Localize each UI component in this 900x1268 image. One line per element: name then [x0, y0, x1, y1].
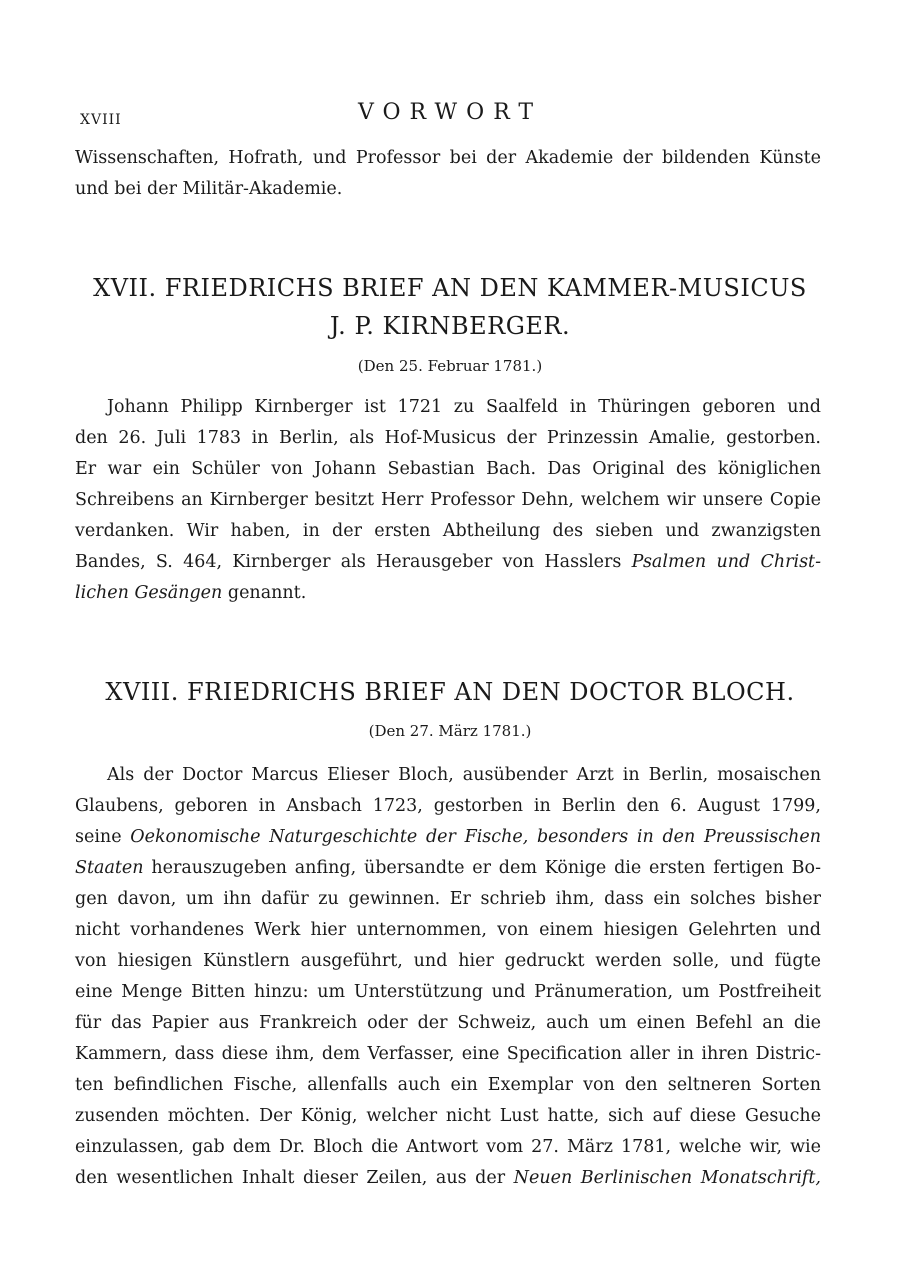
italic-title: Staaten — [75, 858, 144, 878]
section-18-date: (Den 27. März 1781.) — [368, 722, 532, 740]
text-line: den 26. Juli 1783 in Berlin, als Hof-Musicus der Prinzessin Amalie, gestorben. — [75, 428, 821, 448]
text-line — [75, 547, 821, 578]
text-line: Er war ein Schüler von Johann Sebastian Bach. Das Original des königlichen — [75, 459, 821, 479]
text-line: zusenden möchten. Der König, welcher nicht Lust hatte, sich auf diese Gesuche — [75, 1106, 821, 1126]
text-line: Schreibens an Kirnberger besitzt Herr Professor Dehn, welchem wir unsere Copie — [75, 490, 821, 510]
text-line: Kammern, dass diese ihm, dem Verfasser, eine Specification aller in ihren Distric- — [75, 1044, 821, 1064]
text-run: herauszugeben anfing, übersandte er dem Könige die ersten fertigen Bo- — [143, 858, 821, 878]
italic-title: Neuen Berlinischen Monatschrift, — [513, 1168, 821, 1188]
text-line — [75, 822, 821, 853]
text-line: Johann Philipp Kirnberger ist 1721 zu Saalfeld in Thüringen geboren und — [107, 397, 821, 417]
section-18-heading: XVIII. FRIEDRICHS BRIEF AN DEN DOCTOR BLOCH. — [105, 678, 795, 706]
text-line: Wissenschaften, Hofrath, und Professor bei der Akademie der bildenden Künste — [75, 148, 821, 168]
text-line: ten befindlichen Fische, allenfalls auch ein Exemplar von den seltneren Sorten — [75, 1075, 821, 1095]
text-line: Glaubens, geboren in Ansbach 1723, gestorben in Berlin den 6. August 1799, — [75, 796, 821, 816]
text-run: Bandes, S. 464, Kirnberger als Herausgeber von Hasslers — [75, 552, 632, 572]
text-line — [75, 578, 821, 609]
italic-title: lichen Gesängen — [75, 583, 223, 603]
italic-title: Oekonomische Naturgeschichte der Fische, besonders in den Preussischen — [130, 827, 821, 847]
italic-title: Psalmen und Christ- — [631, 552, 821, 572]
text-line: gen davon, um ihn dafür zu gewinnen. Er schrieb ihm, dass ein solches bisher — [75, 889, 821, 909]
text-line — [75, 853, 821, 884]
text-line: Als der Doctor Marcus Elieser Bloch, ausübender Arzt in Berlin, mosaischen — [107, 765, 821, 785]
text-line: einzulassen, gab dem Dr. Bloch die Antwort vom 27. März 1781, welche wir, wie — [75, 1137, 821, 1157]
text-line: für das Papier aus Frankreich oder der Schweiz, auch um einen Befehl an die — [75, 1013, 821, 1033]
text-line: und bei der Militär-Akademie. — [75, 179, 343, 199]
section-18-paragraph — [75, 760, 821, 1194]
text-line: von hiesigen Künstlern ausgeführt, und hier gedruckt werden solle, und fügte — [75, 951, 821, 971]
section-17-date: (Den 25. Februar 1781.) — [357, 357, 543, 375]
section-17-paragraph — [75, 392, 821, 609]
text-line: nicht vorhandenes Werk hier unternommen, von einem hiesigen Gelehrten und — [75, 920, 821, 940]
section-17-heading: XVII. FRIEDRICHS BRIEF AN DEN KAMMER-MUSICUS — [93, 274, 807, 302]
section-17-heading-name: J. P. KIRNBERGER. — [329, 312, 571, 340]
page-number: XVIII — [80, 112, 122, 128]
text-run: den wesentlichen Inhalt dieser Zeilen, aus der — [75, 1168, 514, 1188]
text-run: genannt. — [222, 583, 307, 603]
text-line: eine Menge Bitten hinzu: um Unterstützung und Pränumeration, um Postfreiheit — [75, 982, 821, 1002]
text-run: seine — [75, 827, 131, 847]
text-line: verdanken. Wir haben, in der ersten Abtheilung des sieben und zwanzigsten — [75, 521, 821, 541]
running-head: VORWORT — [357, 100, 543, 125]
intro-paragraph — [75, 143, 821, 205]
text-line — [75, 1163, 821, 1194]
